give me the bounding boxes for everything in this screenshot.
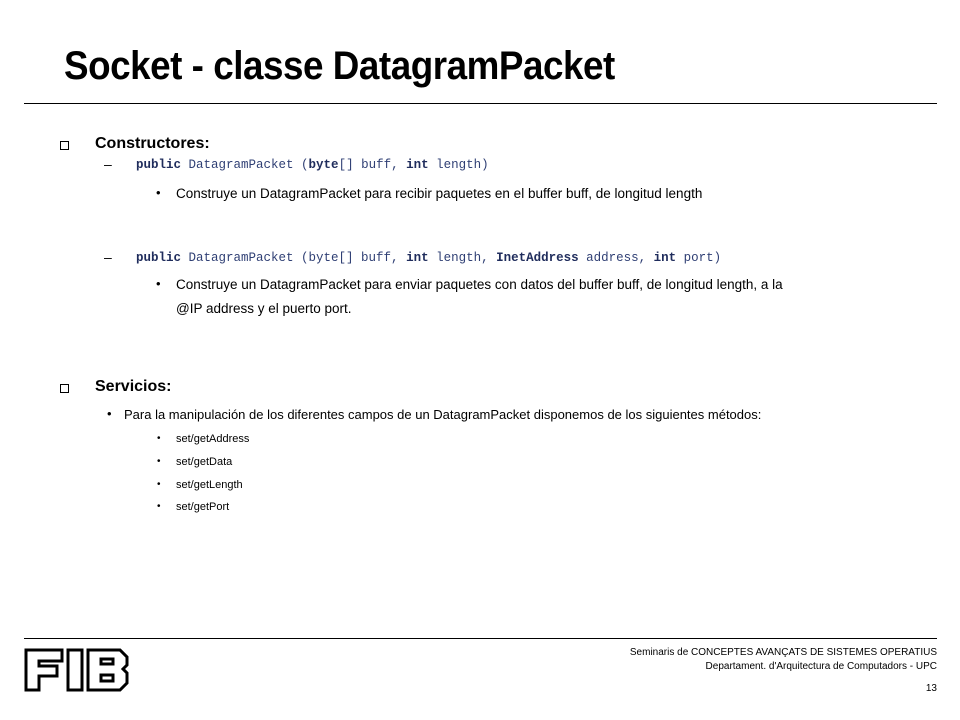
constructor-description-2-line1: Construye un DatagramPacket para enviar paquetes con datos del buffer buff, de longitud length, a la [176,277,783,292]
constructor-description-2-line2: @IP address y el puerto port. [176,301,352,316]
constructor-description-1: Construye un DatagramPacket para recibir paquetes en el buffer buff, de longitud length [176,186,703,201]
dash-bullet: – [104,249,112,265]
constructor-signature-1: public DatagramPacket (byte[] buff, int length) [136,158,489,172]
method-item: set/getAddress [176,433,250,445]
bullet-dot: • [157,433,161,444]
bullet-dot: • [107,406,112,421]
method-item: set/getData [176,456,233,468]
bullet-dot: • [156,276,161,291]
servicios-heading: Servicios: [95,378,172,395]
bullet-dot: • [157,456,161,467]
square-bullet-icon [60,141,69,150]
footer-divider [24,638,937,639]
method-item: set/getPort [176,501,230,513]
constructor-signature-2: public DatagramPacket (byte[] buff, int length, InetAddress address, int port) [136,251,722,265]
slide-title: Socket - classe DatagramPacket [64,44,615,88]
footer-department-line: Departament. d'Arquitectura de Computadors - UPC [705,661,937,672]
method-item: set/getLength [176,479,243,491]
fib-logo-icon [24,648,130,692]
bullet-dot: • [156,185,161,200]
dash-bullet: – [104,156,112,172]
servicios-intro: Para la manipulación de los diferentes campos de un DatagramPacket disponemos de los siguientes métodos: [124,407,762,422]
title-divider [24,103,937,104]
page-number: 13 [925,683,937,694]
footer-course-line: Seminaris de CONCEPTES AVANÇATS DE SISTEMES OPERATIUS [629,647,937,658]
square-bullet-icon [60,384,69,393]
constructores-heading: Constructores: [95,135,210,152]
bullet-dot: • [157,501,161,512]
bullet-dot: • [157,479,161,490]
